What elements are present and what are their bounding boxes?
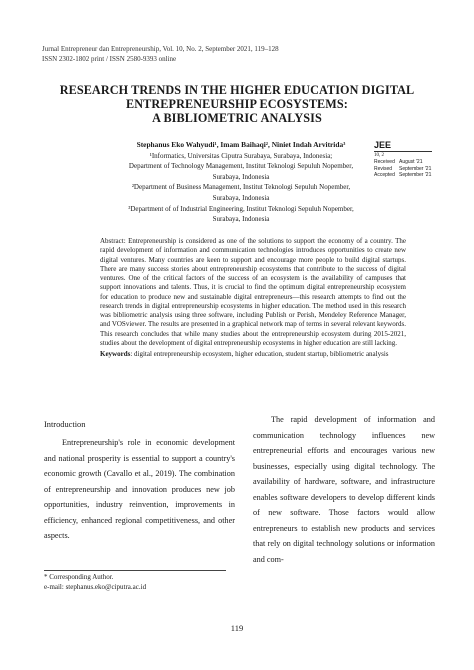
accepted-date: September '21 (399, 172, 432, 179)
footnote-divider (44, 570, 226, 571)
title-line: A BIBLIOMETRIC ANALYSIS (152, 111, 322, 125)
affiliation-line: ³Department of of Industrial Engineering, Institut Teknologi Sepuluh Nopember, (128, 204, 354, 213)
right-column (253, 412, 435, 567)
title-line: ENTREPRENEURSHIP ECOSYSTEMS: (126, 97, 348, 111)
affiliation-line: ²Department of Business Management, Institut Teknologi Sepuluh Nopember, (131, 183, 351, 192)
title-line: RESEARCH TRENDS IN THE HIGHER EDUCATION DIGITAL (59, 83, 415, 97)
intro-paragraph-left: Entrepreneurship's role in economic development and national prosperity is essential to support a country's economic growth (Cavallo et al., 2019). The combination of entrepreneurship and innovation produces new job opportunities, industry reinvention, improvements in efficiency, enhanced regional competitiveness, and other aspects. (44, 438, 235, 540)
keywords (100, 350, 406, 359)
page-number: 119 (230, 623, 244, 633)
accepted-row (374, 172, 434, 178)
author-names: Stephanus Eko Wahyudi¹, Imam Baihaqi², Niniet Indah Arvitrida³ (136, 140, 346, 149)
revised-date: September '21 (399, 165, 432, 172)
journal-header (42, 44, 279, 64)
affiliation-line: Surabaya, Indonesia (212, 172, 270, 181)
journal-issue: 10, 2 (374, 153, 384, 158)
author-block (96, 140, 386, 225)
journal-issn: ISSN 2302-1802 print / ISSN 2580-9393 online (42, 55, 177, 63)
received-label: Received (374, 159, 395, 166)
abstract: Abstract: Entrepreneurship is considered as one of the solutions to support the economy of a country. The rapid development of information and communication technologies introduces opportunities to create new digital ventures. Many countries are keen to support and encourage more people to build digital startups. There are many success stories about entrepreneurship ecosystems that contribute to the success of digital ventures. One of the critical factors of the success of an ecosystem is the availability of campuses that support innovations and talents. Thus, it is crucial to find the optimum digital entrepreneurship ecosystem for education to produce new and sustainable digital entrepreneurs—this research attempts to find out the research trends in digital entrepreneurship ecosystems in higher education. The method used in this research was bibliometric analysis using three software, including Publish or Perish, Mendeley Reference Manager, and VOSviewer. The results are presented in a graphical network map of terms in several relevant keywords. This research concludes that while many studies about the entrepreneurship ecosystem during 2015-2021, studies about the development of digital entrepreneurship ecosystems in higher education are still lacking. (100, 237, 406, 347)
journal-abbreviation: JEE (374, 140, 432, 152)
footnote (44, 573, 146, 592)
journal-info-box (374, 140, 434, 188)
affiliation-line: Department of Technology Management, Institut Teknologi Sepuluh Nopember, (128, 162, 354, 171)
intro-paragraph-right: The rapid development of information and communication technology influences new entrepreneurial efforts and encourages various new businesses, especially using digital technology. The availability of hardware, software, and infrastructure enables software developers to develop different kinds of new software. Those factors would allow entrepreneurs to establish new products and services that rely on digital technology solutions or information and com- (253, 415, 435, 564)
left-column (44, 417, 235, 544)
affiliation-line: Surabaya, Indonesia (212, 193, 270, 202)
revised-label: Revised (374, 165, 393, 172)
accepted-label: Accepted (374, 172, 395, 179)
keywords-text: : digital entrepreneurship ecosystem, higher education, student startup, bibliometric analysis (130, 350, 389, 358)
section-heading: Introduction (44, 420, 86, 429)
author-email: e-mail: stephanus.eko@ciputra.ac.id (44, 582, 147, 591)
corresponding-author: * Corresponding Author. (44, 573, 114, 581)
paper-title (40, 83, 434, 125)
received-date: August '21 (399, 159, 423, 166)
journal-citation: Jurnal Entrepreneur dan Entrepreneurship, Vol. 10, No. 2, September 2021, 119–128 (42, 45, 279, 53)
affiliation-line: ¹Informatics, Universitas Ciputra Surabaya, Surabaya, Indonesia; (149, 151, 333, 160)
keywords-label: Keywords (100, 350, 131, 358)
affiliation-line: Surabaya, Indonesia (212, 215, 270, 224)
